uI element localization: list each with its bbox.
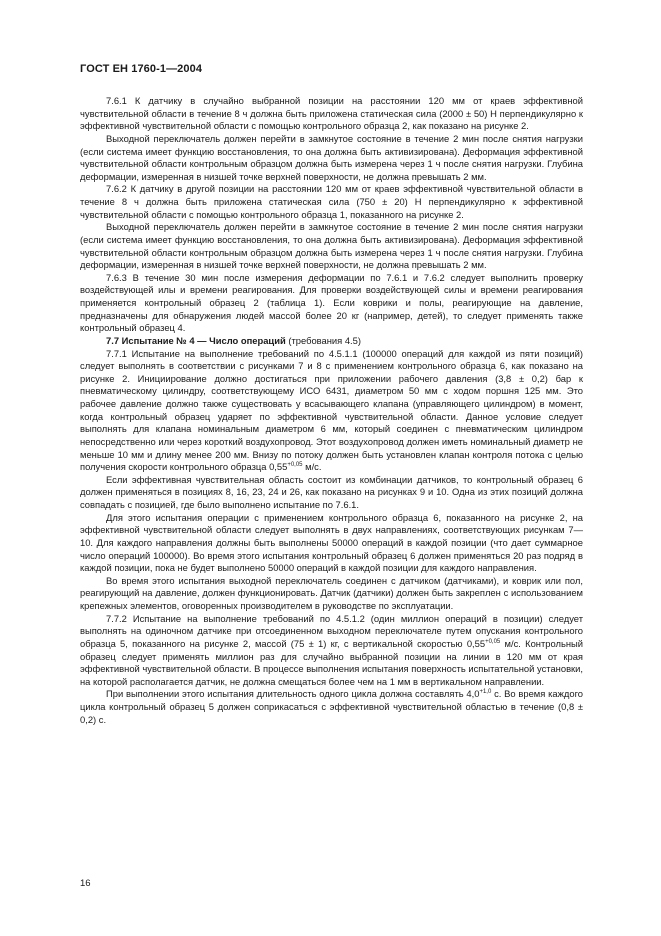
tolerance-superscript: +1,0 xyxy=(479,689,492,696)
paragraph-combination-sensors: Если эффективная чувствительная область состоит из комбинации датчиков, то контрольный образец 6 должен применяться в позициях 8, 16, 23, 24 и 26, как показано на рисунках 9 и 10. Одна из этих позиций должна совпадать с позицией, где было выполнено испытание по 7.6.1. xyxy=(80,473,583,510)
paragraph-cycle-text: При выполнении этого испытания длительность одного цикла должна составлять 4,0 xyxy=(106,688,480,700)
paragraph-7-6-1-result: Выходной переключатель должен перейти в замкнутое состояние в течение 2 мин после снятия нагрузки (если система имеет функцию восстановления, то она должна быть активизирована). Деформация эффективной чувствительной области контрольным образцом должна быть измерена через 1 ч после снятия нагрузки. Глубина деформации, измеренная в низшей точке верхней поверхности, не должна превышать 2 мм. xyxy=(80,132,583,182)
paragraph-cycle-rest: с. Во время каждого цикла контрольный образец 5 должен соприкасаться с эффективной чувствительной областью в течение (0,8 ± 0,2) с. xyxy=(80,688,583,725)
paragraph-7-6-3: 7.6.3 В течение 30 мин после измерения деформации по 7.6.1 и 7.6.2 следует выполнить проверку воздействующей илы и времени реагирования. Для проверки воздействующей силы и времени реагирования применяется контрольный образец 2 (таблица 1). Если коврики и полы, реагирующие на давление, предназначены для обнаружения людей массой более 20 кг (например, детей), то следует применять также контрольный образец 4. xyxy=(80,271,583,334)
paragraph-test-directions: Для этого испытания операции с применением контрольного образца 6, показанного на рисунке 2, на эффективной чувствительной области следует выполнять в двух направлениях, соответствующих рисункам 7—10. Для каждого направления должны быть выполнены 50000 операций в каждой позиции (что дает суммарное число операций 100000). Во время этого испытания контрольный образец 6 должен применяться 20 раз подряд в каждой позиции, пока не будет выполнено 50000 операций в каждой позиции для каждого направления. xyxy=(80,511,583,574)
section-heading-title: 7.7 Испытание № 4 — Число операций xyxy=(106,334,286,346)
paragraph-7-6-2: 7.6.2 К датчику в другой позиции на расстоянии 120 мм от краев эффективной чувствительной области в течение 8 ч должна быть приложена статическая сила (750 ± 20) Н перпендикулярно к эффективной чувствительной области с помощью контрольного образца 1, показанного на рисунке 2. xyxy=(80,183,583,220)
paragraph-7-7-1 xyxy=(80,348,583,474)
paragraph-7-7-1-text: 7.7.1 Испытание на выполнение требований по 4.5.1.1 (100000 операций для каждой из пяти позиций) следует выполнять в соответствии с рисунками 7 и 8 с применением контрольного образца 6, как показано на рисунке 2. Инициирование должно достигаться при приложении рабочего давления (3,8 ± 0,2) бар к пневматическому цилиндру, соответствующему ИСО 6431, диаметром 50 мм с ходом поршня 125 мм. Это рабочее давление должно также существовать у всасывающего клапана (управляющего цилиндром) в момент, когда контрольный образец ударяет по эффективной чувствительной области. Данное условие следует выполнять для клапана номинальным диаметром 6 мм, который соединен с пневматическим цилиндром непосредственно или через короткий воздухопровод. Этот воздухопровод должен иметь номинальный диаметр не меньше 10 мм и длину менее 200 мм. Внизу по потоку должен быть установлен клапан контроля потока с целью получения скорости контрольного образца 0,55 xyxy=(80,347,583,473)
tolerance-superscript: +0,05 xyxy=(485,638,501,645)
paragraph-7-6-2-result: Выходной переключатель должен перейти в замкнутое состояние в течение 2 мин после снятия нагрузки (если система имеет функцию восстановления, то она должна быть активизирована). Деформация эффективной чувствительной области контрольным образцом должна быть измерена через 1 ч после снятия нагрузки. Глубина деформации, измеренная в низшей точке верхней поверхности, не должна превышать 2 мм. xyxy=(80,221,583,271)
paragraph-cycle-duration xyxy=(80,688,583,726)
page-number: 16 xyxy=(80,878,91,889)
paragraph-7-7-1-unit: м/с. xyxy=(302,461,322,473)
paragraph-7-7-2 xyxy=(80,613,583,689)
paragraph-7-6-1: 7.6.1 К датчику в случайно выбранной позиции на расстоянии 120 мм от краев эффективной чувствительной области в течение 8 ч должна быть приложена статическая сила (2000 ± 50) Н перпендикулярно к эффективной чувствительной области с помощью контрольного образца 2, как показано на рисунке 2. xyxy=(80,95,583,132)
tolerance-superscript: +0,05 xyxy=(287,462,303,469)
paragraph-7-7-2-rest: м/с. Контрольный образец следует применять миллион раз для случайно выбранной позиции на линии в 120 мм от края эффективной чувствительной области. В процессе выполнения испытания поверхность испытательной установки, на которой располагается датчик, не должна смещаться более чем на 1 мм в вертикальном направлении. xyxy=(80,637,583,687)
section-heading-7-7 xyxy=(80,335,583,348)
document-header: ГОСТ ЕН 1760-1—2004 xyxy=(80,63,203,75)
paragraph-switch-connection: Во время этого испытания выходной переключатель соединен с датчиком (датчиками), и коврик или пол, реагирующий на давление, должен функционировать. Датчик (датчики) должен быть закреплен с использованием крепежных элементов, оговоренных производителем в руководстве по эксплуатации. xyxy=(80,574,583,611)
section-heading-ref: (требования 4.5) xyxy=(285,334,361,346)
document-body xyxy=(80,95,583,726)
paragraph-7-7-2-text: 7.7.2 Испытание на выполнение требований по 4.5.1.2 (один миллион операций в позиции) следует выполнять на одиночном датчике при отсоединенном выходном переключателе путем опускания контрольного образца 5, показанного на рисунке 2, массой (75 ± 1) кг, с вертикальной скоростью 0,55 xyxy=(80,612,583,649)
